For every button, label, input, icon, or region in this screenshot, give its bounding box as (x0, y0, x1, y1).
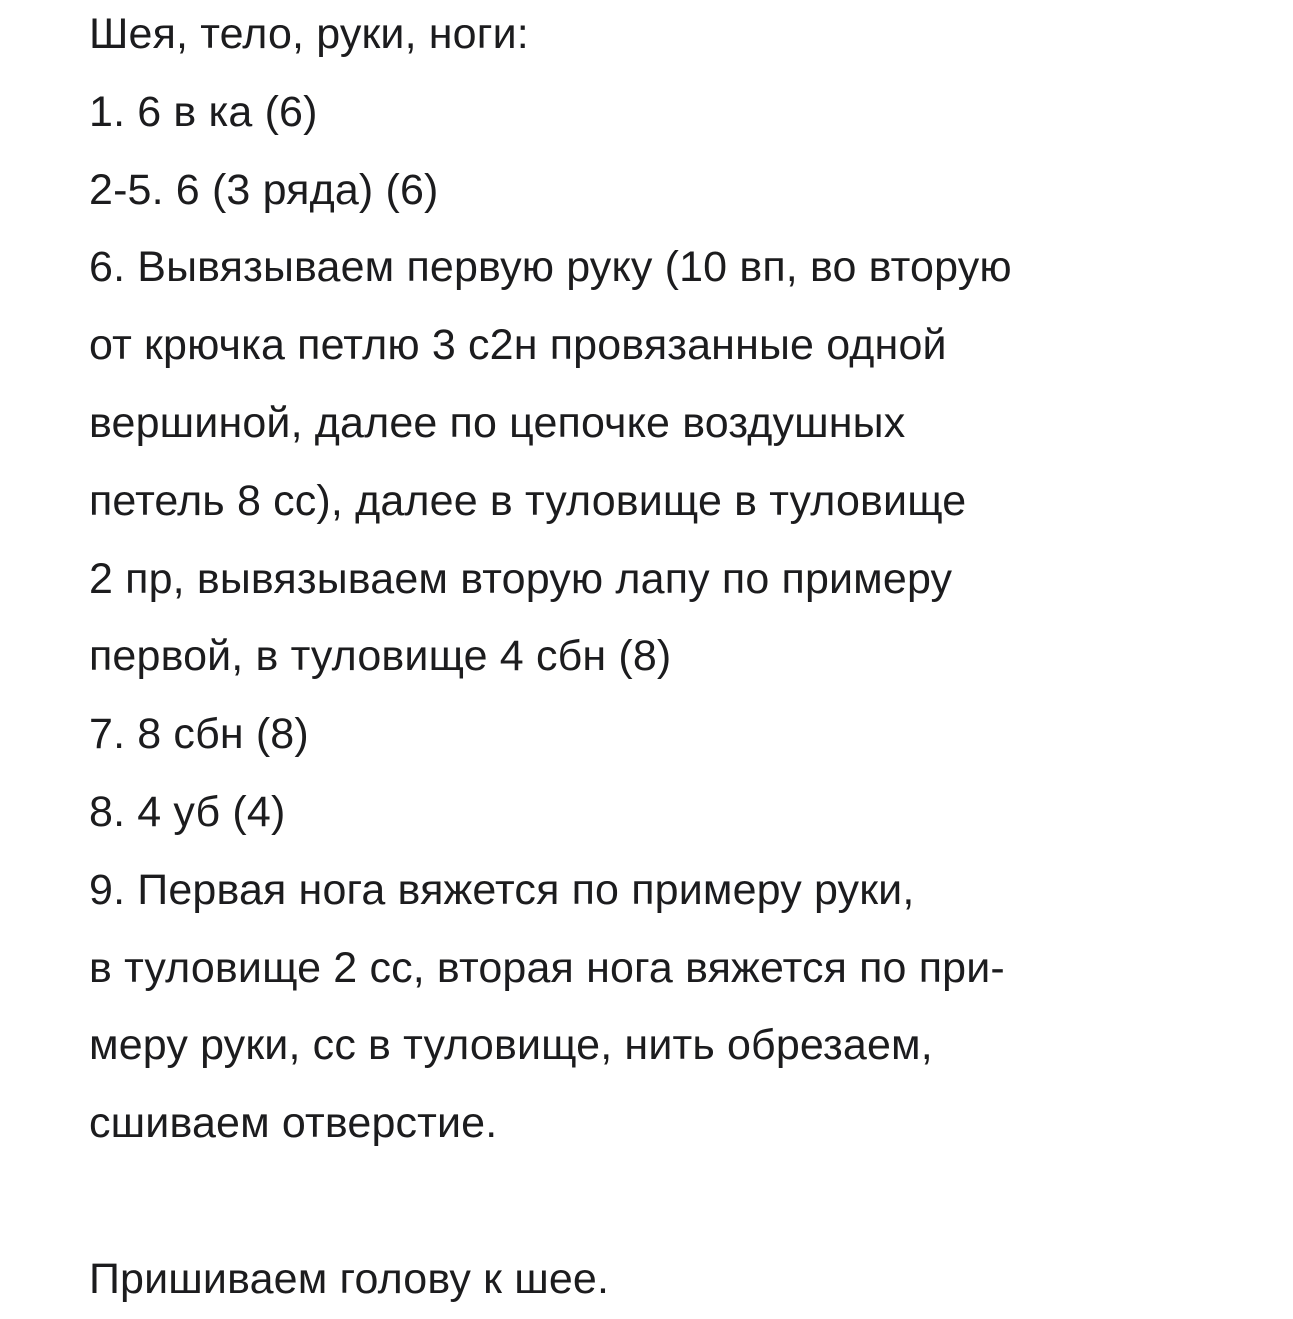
row-6-line-5: 2 пр, вывязываем вторую лапу по примеру (89, 554, 953, 603)
row-6-line-3: вершиной, далее по цепочке воздушных (89, 398, 906, 447)
rows-2-5: 2-5. 6 (3 ряда) (6) (89, 165, 439, 214)
note-text-body (89, 0, 1279, 1319)
row-9-line-3: меру руки, сс в туловище, нить обрезаем, (89, 1021, 933, 1070)
section-heading: Шея, тело, руки, ноги: (89, 10, 529, 58)
blank-line (89, 1163, 1279, 1241)
row-9-line-1: 9. Первая нога вяжется по примеру руки, (89, 865, 915, 914)
row-9-line-4: сшиваем отверстие. (89, 1099, 498, 1148)
row-8: 8. 4 уб (4) (89, 787, 286, 836)
row-6-line-4: петель 8 сс), далее в туловище в туловище (89, 476, 967, 525)
row-1: 1. 6 в ка (6) (89, 87, 318, 136)
final-instruction: Пришиваем голову к шее. (89, 1254, 610, 1303)
row-9-line-2: в туловище 2 сс, вторая нога вяжется по при- (89, 943, 1005, 992)
row-6-line-1: 6. Вывязываем первую руку (10 вп, во вторую (89, 243, 1012, 292)
row-7: 7. 8 сбн (8) (89, 710, 309, 759)
row-6-line-2: от крючка петлю 3 с2н провязанные одной (89, 321, 947, 370)
row-6-line-6: первой, в туловище 4 сбн (8) (89, 632, 672, 681)
